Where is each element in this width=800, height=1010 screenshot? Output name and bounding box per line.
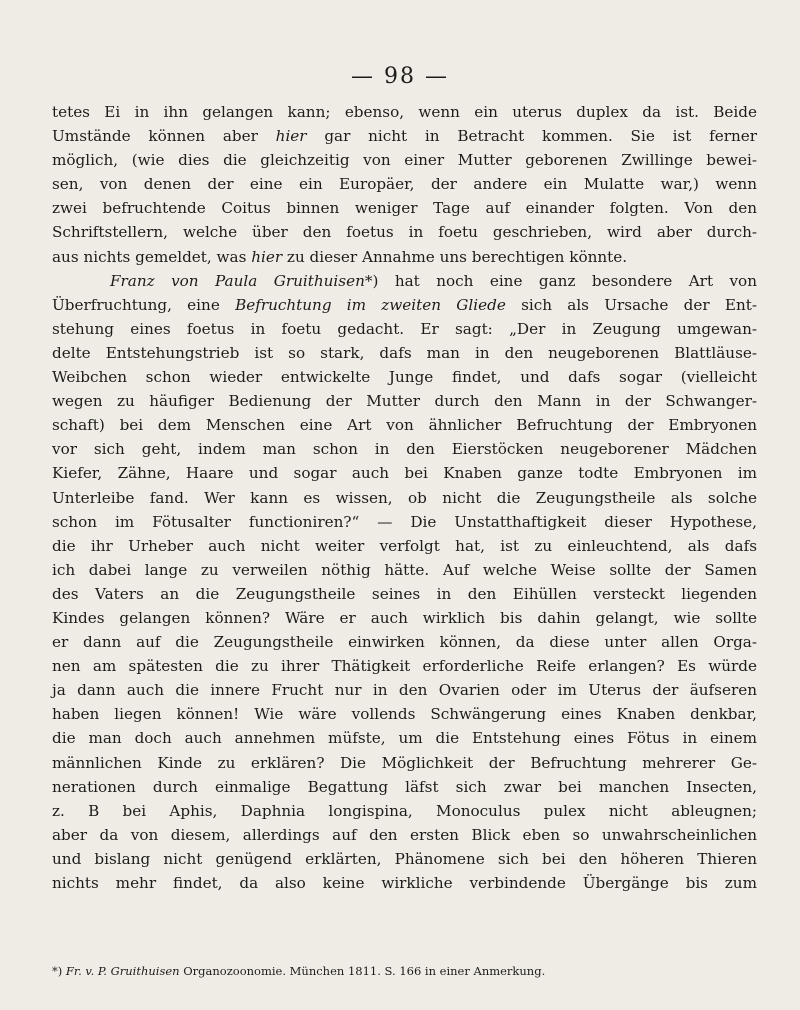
text-line bbox=[52, 196, 757, 220]
text-line bbox=[52, 124, 757, 148]
line-text: zwei befruchtende Coitus binnen weniger Tage auf einander folgten. Von den bbox=[52, 199, 757, 218]
line-text: die man doch auch annehmen müfste, um die Entstehung eines Fötus in einem bbox=[52, 729, 757, 748]
footnote-author: Fr. v. P. Gruithuisen bbox=[65, 964, 180, 978]
line-text: aus nichts gemeldet, was bbox=[52, 247, 252, 266]
text-line bbox=[52, 534, 757, 558]
line-text: Kindes gelangen können? Wäre er auch wirklich bis dahin gelangt, wie sollte bbox=[52, 608, 757, 627]
text-line bbox=[52, 245, 757, 269]
text-line bbox=[52, 751, 757, 775]
line-text: Überfruchtung, eine bbox=[52, 295, 236, 314]
text-line bbox=[52, 341, 757, 365]
text-line bbox=[52, 365, 757, 389]
line-text: die ihr Urheber auch nicht weiter verfolgt hat, ist zu einleuchtend, als dafs bbox=[52, 536, 757, 555]
text-line bbox=[52, 437, 757, 461]
line-text: sich als Ursache der Ent- bbox=[505, 295, 757, 314]
text-line bbox=[52, 775, 757, 799]
line-text: schaft) bei dem Menschen eine Art von ähnlicher Befruchtung der Embryonen bbox=[52, 416, 757, 435]
body-text bbox=[52, 100, 757, 895]
line-text: ja dann auch die innere Frucht nur in den Ovarien oder im Uterus der äufseren bbox=[52, 681, 757, 700]
text-line bbox=[52, 220, 757, 244]
emphasis-text: Franz von Paula Gruithuisen bbox=[110, 271, 365, 290]
text-line bbox=[52, 799, 757, 823]
line-text: Kiefer, Zähne, Haare und sogar auch bei Knaben ganze todte Embryonen im bbox=[52, 464, 757, 483]
line-text: sen, von denen der eine ein Europäer, der andere ein Mulatte war,) wenn bbox=[52, 175, 757, 194]
line-text: Unterleibe fand. Wer kann es wissen, ob nicht die Zeugungstheile als solche bbox=[52, 488, 757, 507]
text-line bbox=[52, 582, 757, 606]
line-text: nerationen durch einmalige Begattung läfst sich zwar bei manchen Insecten, bbox=[52, 777, 757, 796]
text-line bbox=[52, 389, 757, 413]
footnote bbox=[52, 964, 752, 978]
line-text: nen am spätesten die zu ihrer Thätigkeit erforderliche Reife erlangen? Es würde bbox=[52, 657, 757, 676]
line-text: delte Entstehungstrieb ist so stark, dafs man in den neugeborenen Blattläuse- bbox=[52, 343, 757, 362]
line-text: *) hat noch eine ganz besondere Art von bbox=[364, 271, 757, 290]
text-line bbox=[52, 148, 757, 172]
text-line bbox=[52, 702, 757, 726]
text-line bbox=[52, 678, 757, 702]
page-number: — 98 — bbox=[351, 64, 449, 89]
line-text: möglich, (wie dies die gleichzeitig von einer Mutter geborenen Zwillinge bewei- bbox=[52, 151, 757, 170]
text-line bbox=[52, 654, 757, 678]
text-line bbox=[52, 630, 757, 654]
text-line bbox=[52, 726, 757, 750]
text-line bbox=[52, 486, 757, 510]
emphasis-text: hier bbox=[275, 127, 307, 146]
line-text: er dann auf die Zeugungstheile einwirken können, da diese unter allen Orga- bbox=[52, 633, 757, 652]
line-text: Weibchen schon wieder entwickelte Junge findet, und dafs sogar (vielleicht bbox=[52, 368, 757, 387]
text-line bbox=[52, 558, 757, 582]
text-line bbox=[52, 293, 757, 317]
emphasis-text: hier bbox=[251, 247, 283, 266]
line-text: vor sich geht, indem man schon in den Eierstöcken neugeborener Mädchen bbox=[52, 440, 757, 459]
line-text: tetes Ei in ihn gelangen kann; ebenso, wenn ein uterus duplex da ist. Beide bbox=[52, 103, 757, 121]
text-line bbox=[52, 100, 757, 124]
text-line bbox=[52, 461, 757, 485]
text-line bbox=[52, 871, 757, 895]
text-line bbox=[52, 606, 757, 630]
text-line bbox=[52, 317, 757, 341]
line-text: Umstände können aber bbox=[52, 127, 276, 146]
line-text: wegen zu häufiger Bedienung der Mutter durch den Mann in der Schwanger- bbox=[52, 392, 757, 411]
text-line bbox=[52, 847, 757, 871]
line-text: gar nicht in Betracht kommen. Sie ist ferner bbox=[306, 127, 757, 146]
line-text: und bislang nicht genügend erklärten, Phänomene sich bei den höheren Thieren bbox=[52, 849, 757, 868]
line-text: schon im Fötusalter functioniren?“ — Die Unstatthaftigkeit dieser Hypothese, bbox=[52, 512, 757, 531]
text-line bbox=[52, 269, 757, 293]
line-text: des Vaters an die Zeugungstheile seines in den Eihüllen versteckt liegenden bbox=[52, 584, 757, 603]
text-line bbox=[52, 172, 757, 196]
text-line bbox=[52, 413, 757, 437]
text-line bbox=[52, 510, 757, 534]
line-text: nichts mehr findet, da also keine wirkliche verbindende Übergänge bis zum bbox=[52, 874, 757, 892]
footnote-text: Organozoonomie. München 1811. S. 166 in einer Anmerkung. bbox=[179, 964, 546, 978]
line-text: männlichen Kinde zu erklären? Die Möglichkeit der Befruchtung mehrerer Ge- bbox=[52, 753, 757, 772]
line-text: stehung eines foetus in foetu gedacht. Er sagt: „Der in Zeugung umgewan- bbox=[52, 319, 757, 338]
line-text: zu dieser Annahme uns berechtigen könnte. bbox=[282, 247, 628, 266]
line-text: aber da von diesem, allerdings auf den ersten Blick eben so unwahrscheinlichen bbox=[52, 825, 757, 844]
line-text: Schriftstellern, welche über den foetus in foetu geschrieben, wird aber durch- bbox=[52, 223, 757, 242]
line-text: ich dabei lange zu verweilen nöthig hätte. Auf welche Weise sollte der Samen bbox=[52, 560, 757, 579]
footnote-marker: *) bbox=[52, 964, 66, 978]
line-text: z. B bei Aphis, Daphnia longispina, Monoculus pulex nicht ableugnen; bbox=[52, 801, 757, 820]
line-text: haben liegen können! Wie wäre vollends Schwängerung eines Knaben denkbar, bbox=[52, 705, 757, 724]
emphasis-text: Befruchtung im zweiten Gliede bbox=[235, 295, 506, 314]
text-line bbox=[52, 823, 757, 847]
